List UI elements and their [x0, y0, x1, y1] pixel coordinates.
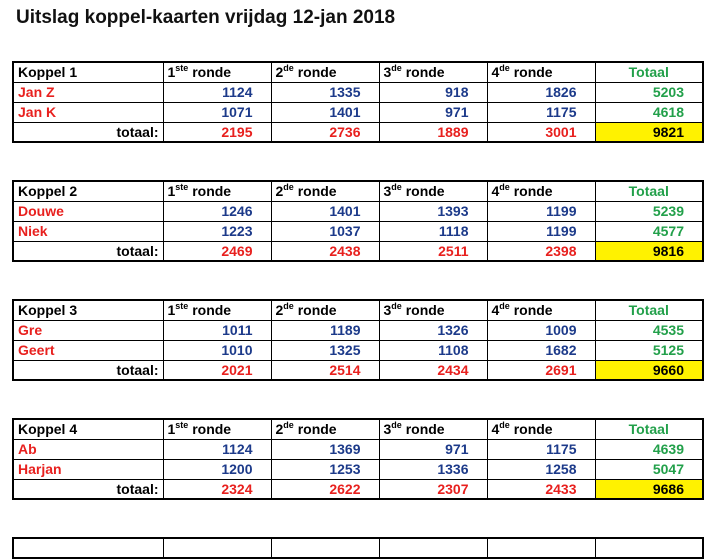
- header-row: [13, 181, 703, 201]
- player-total: 4618: [595, 102, 703, 122]
- round-score: 918: [379, 82, 487, 102]
- round-suffix: ste: [175, 301, 189, 312]
- round-word: ronde: [188, 421, 232, 438]
- player-total: 5203: [595, 82, 703, 102]
- round-header: [487, 181, 595, 201]
- round-sum: 2469: [163, 241, 271, 261]
- round-word: ronde: [188, 302, 232, 319]
- round-sum: 2691: [487, 360, 595, 380]
- round-number: 3: [383, 421, 392, 438]
- round-suffix: de: [499, 301, 510, 312]
- round-score: 1189: [271, 320, 379, 340]
- header-row: [13, 419, 703, 439]
- round-header: [379, 181, 487, 201]
- round-header: [271, 419, 379, 439]
- round-header: [379, 300, 487, 320]
- round-suffix: de: [391, 63, 402, 74]
- koppel-table: [12, 61, 704, 143]
- round-sum: 2736: [271, 122, 379, 142]
- round-number: 3: [383, 183, 392, 200]
- sum-label: totaal:: [13, 241, 163, 261]
- player-row: [13, 320, 703, 340]
- sum-label: totaal:: [13, 360, 163, 380]
- round-score: 1011: [163, 320, 271, 340]
- round-number: 2: [275, 183, 284, 200]
- koppel-name: Koppel 4: [13, 419, 163, 439]
- round-sum: 2622: [271, 479, 379, 499]
- total-header: Totaal: [595, 62, 703, 82]
- round-suffix: ste: [175, 182, 189, 193]
- round-score: 1010: [163, 340, 271, 360]
- round-sum: 2433: [487, 479, 595, 499]
- round-number: 1: [167, 421, 176, 438]
- round-score: 1223: [163, 221, 271, 241]
- round-word: ronde: [293, 421, 337, 438]
- round-sum: 2307: [379, 479, 487, 499]
- round-word: ronde: [401, 302, 445, 319]
- round-score: 1826: [487, 82, 595, 102]
- round-suffix: de: [499, 420, 510, 431]
- grand-total: 9816: [595, 241, 703, 261]
- round-score: 1326: [379, 320, 487, 340]
- header-row: [13, 300, 703, 320]
- round-sum: 1889: [379, 122, 487, 142]
- player-name: Douwe: [13, 201, 163, 221]
- koppel-name: Koppel 1: [13, 62, 163, 82]
- round-suffix: de: [283, 63, 294, 74]
- round-score: 1253: [271, 459, 379, 479]
- round-number: 4: [491, 421, 500, 438]
- round-header: [163, 62, 271, 82]
- round-sum: 2195: [163, 122, 271, 142]
- round-word: ronde: [509, 183, 553, 200]
- sum-label: totaal:: [13, 479, 163, 499]
- round-suffix: de: [283, 420, 294, 431]
- player-name: Jan Z: [13, 82, 163, 102]
- round-sum: 2514: [271, 360, 379, 380]
- player-total: 4535: [595, 320, 703, 340]
- round-sum: 3001: [487, 122, 595, 142]
- player-row: [13, 201, 703, 221]
- round-word: ronde: [401, 421, 445, 438]
- round-score: 1199: [487, 221, 595, 241]
- round-score: 1071: [163, 102, 271, 122]
- koppel-table: [12, 299, 704, 381]
- round-score: 1009: [487, 320, 595, 340]
- round-score: 1200: [163, 459, 271, 479]
- round-number: 1: [167, 64, 176, 81]
- empty-cell: [271, 538, 379, 558]
- round-word: ronde: [509, 421, 553, 438]
- round-number: 2: [275, 302, 284, 319]
- round-number: 4: [491, 302, 500, 319]
- round-word: ronde: [188, 64, 232, 81]
- grand-total: 9686: [595, 479, 703, 499]
- player-name: Niek: [13, 221, 163, 241]
- empty-cell: [163, 538, 271, 558]
- round-suffix: ste: [175, 420, 189, 431]
- round-number: 4: [491, 183, 500, 200]
- round-sum: 2324: [163, 479, 271, 499]
- round-suffix: de: [391, 420, 402, 431]
- round-header: [163, 300, 271, 320]
- round-header: [271, 62, 379, 82]
- round-word: ronde: [401, 183, 445, 200]
- round-score: 1369: [271, 439, 379, 459]
- round-word: ronde: [293, 302, 337, 319]
- header-row: [13, 62, 703, 82]
- player-name: Ab: [13, 439, 163, 459]
- round-header: [379, 62, 487, 82]
- sum-row: [13, 479, 703, 499]
- player-row: [13, 102, 703, 122]
- round-score: 1199: [487, 201, 595, 221]
- round-score: 1682: [487, 340, 595, 360]
- total-header: Totaal: [595, 419, 703, 439]
- round-score: 1325: [271, 340, 379, 360]
- round-score: 1401: [271, 102, 379, 122]
- round-header: [487, 300, 595, 320]
- round-word: ronde: [509, 64, 553, 81]
- player-name: Jan K: [13, 102, 163, 122]
- round-header: [271, 181, 379, 201]
- round-header: [163, 181, 271, 201]
- player-name: Gre: [13, 320, 163, 340]
- koppel-table: [12, 180, 704, 262]
- player-name: Harjan: [13, 459, 163, 479]
- round-suffix: de: [391, 182, 402, 193]
- round-suffix: ste: [175, 63, 189, 74]
- round-number: 3: [383, 64, 392, 81]
- player-row: [13, 82, 703, 102]
- round-number: 2: [275, 64, 284, 81]
- koppel-name: Koppel 2: [13, 181, 163, 201]
- empty-cell: [487, 538, 595, 558]
- round-header: [379, 419, 487, 439]
- round-score: 1175: [487, 102, 595, 122]
- round-score: 971: [379, 439, 487, 459]
- koppel-table: [12, 418, 704, 500]
- round-score: 1393: [379, 201, 487, 221]
- round-header: [271, 300, 379, 320]
- grand-total: 9660: [595, 360, 703, 380]
- round-score: 1124: [163, 82, 271, 102]
- round-word: ronde: [293, 183, 337, 200]
- header-row: [13, 538, 703, 558]
- round-number: 4: [491, 64, 500, 81]
- round-number: 1: [167, 183, 176, 200]
- round-header: [487, 62, 595, 82]
- round-score: 1037: [271, 221, 379, 241]
- round-score: 1335: [271, 82, 379, 102]
- player-row: [13, 340, 703, 360]
- round-suffix: de: [499, 63, 510, 74]
- page-title: Uitslag koppel-kaarten vrijdag 12-jan 2018: [16, 7, 396, 28]
- round-score: 1124: [163, 439, 271, 459]
- koppel-table-partial: [12, 537, 704, 559]
- round-score: 1175: [487, 439, 595, 459]
- empty-cell: [595, 538, 703, 558]
- player-row: [13, 439, 703, 459]
- player-row: [13, 459, 703, 479]
- sum-label: totaal:: [13, 122, 163, 142]
- round-number: 1: [167, 302, 176, 319]
- player-name: Geert: [13, 340, 163, 360]
- player-total: 5125: [595, 340, 703, 360]
- sum-row: [13, 241, 703, 261]
- player-row: [13, 221, 703, 241]
- player-total: 4639: [595, 439, 703, 459]
- sum-row: [13, 360, 703, 380]
- total-header: Totaal: [595, 181, 703, 201]
- koppel-name: Koppel 3: [13, 300, 163, 320]
- round-sum: 2438: [271, 241, 379, 261]
- round-number: 3: [383, 302, 392, 319]
- round-sum: 2434: [379, 360, 487, 380]
- empty-cell: [379, 538, 487, 558]
- empty-cell: [13, 538, 163, 558]
- round-suffix: de: [283, 182, 294, 193]
- round-word: ronde: [293, 64, 337, 81]
- round-score: 971: [379, 102, 487, 122]
- round-sum: 2398: [487, 241, 595, 261]
- round-number: 2: [275, 421, 284, 438]
- round-score: 1108: [379, 340, 487, 360]
- round-score: 1258: [487, 459, 595, 479]
- round-suffix: de: [283, 301, 294, 312]
- round-word: ronde: [188, 183, 232, 200]
- round-score: 1401: [271, 201, 379, 221]
- round-header: [487, 419, 595, 439]
- round-word: ronde: [509, 302, 553, 319]
- round-suffix: de: [391, 301, 402, 312]
- round-sum: 2511: [379, 241, 487, 261]
- round-suffix: de: [499, 182, 510, 193]
- round-score: 1336: [379, 459, 487, 479]
- round-sum: 2021: [163, 360, 271, 380]
- round-score: 1118: [379, 221, 487, 241]
- player-total: 5047: [595, 459, 703, 479]
- sum-row: [13, 122, 703, 142]
- round-score: 1246: [163, 201, 271, 221]
- total-header: Totaal: [595, 300, 703, 320]
- grand-total: 9821: [595, 122, 703, 142]
- player-total: 5239: [595, 201, 703, 221]
- round-header: [163, 419, 271, 439]
- round-word: ronde: [401, 64, 445, 81]
- player-total: 4577: [595, 221, 703, 241]
